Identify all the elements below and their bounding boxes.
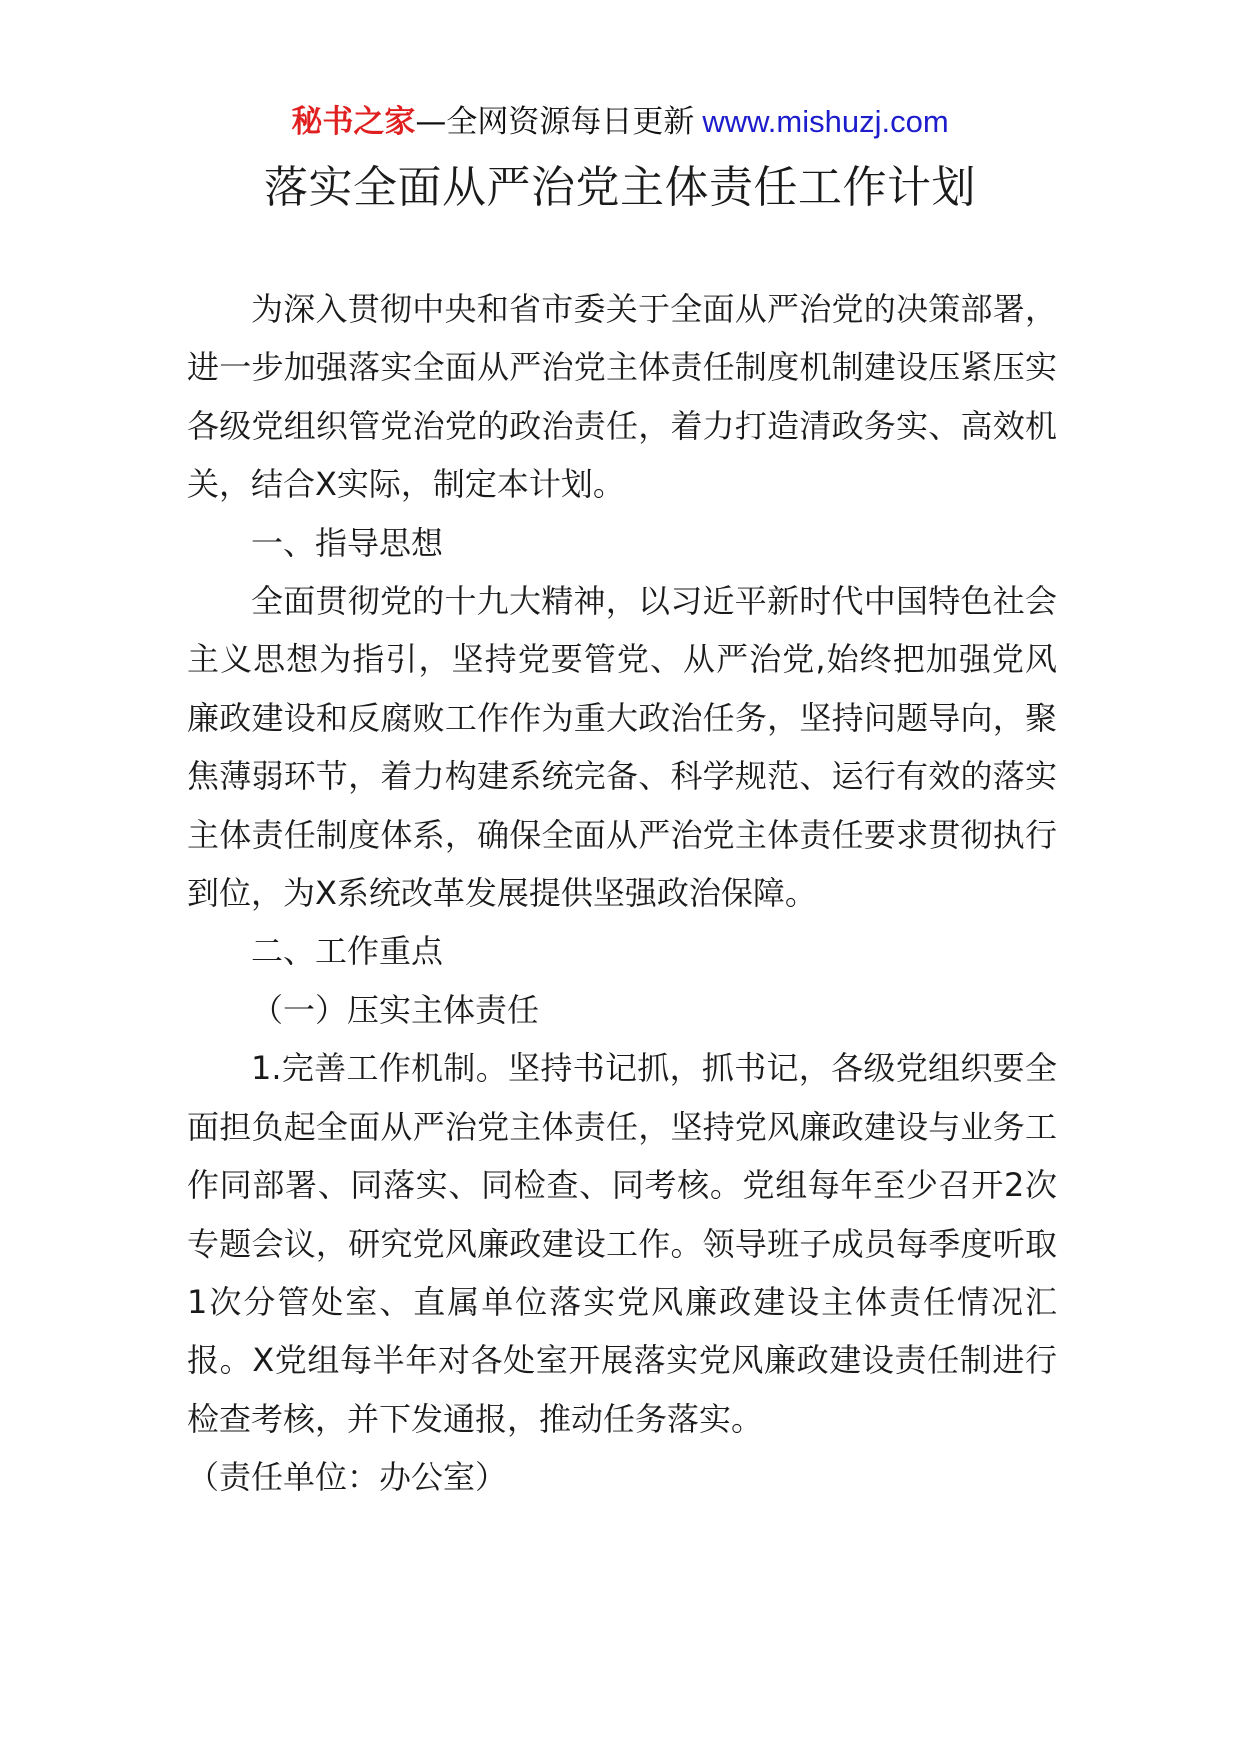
responsible-unit-note: （责任单位：办公室） — [187, 1458, 508, 1497]
brand-name: 秘书之家 — [291, 104, 416, 140]
header-tagline: —全网资源每日更新 — [415, 104, 695, 140]
guiding-ideology-paragraph: 全面贯彻党的十九大精神，以习近平新时代中国特色社会主义思想为指引，坚持党要管党、从严治党,始终把加强党风廉政建设和反腐败工作作为重大政治任务，坚持问题导向，聚焦薄弱环节，着力构建系统完备、科学规范、运行有效的落实主体责任制度体系，确保全面从严治党主体责任要求贯彻执行到位，为X系统改革发展提供坚强政治保障。 — [187, 582, 1057, 913]
work-mechanism-paragraph: 1.完善工作机制。坚持书记抓，抓书记，各级党组织要全面担负起全面从严治党主体责任，坚持党风廉政建设与业务工作同部署、同落实、同检查、同考核。党组每年至少召开2次专题会议，研究党风廉政建设工作。领导班子成员每季度听取1次分管处室、直属单位落实党风廉政建设主体责任情况汇报。X党组每半年对各处室开展落实党风廉政建设责任制进行检查考核，并下发通报，推动任务落实。 — [187, 1049, 1057, 1438]
document-title: 落实全面从严治党主体责任工作计划 — [264, 162, 976, 213]
site-url-link[interactable]: www.mishuzj.com — [702, 104, 949, 139]
subsection-heading-main-responsibility: （一）压实主体责任 — [251, 990, 540, 1029]
intro-paragraph: 为深入贯彻中央和省市委关于全面从严治党的决策部署，进一步加强落实全面从严治党主体责任制度机制建设压紧压实各级党组织管党治党的政治责任，着力打造清政务实、高效机关，结合X实际，制定本计划。 — [187, 290, 1057, 504]
site-header — [0, 100, 1240, 144]
document-body — [187, 280, 1057, 1507]
section-heading-guiding-ideology: 一、指导思想 — [251, 523, 444, 562]
section-heading-work-focus: 二、工作重点 — [251, 932, 444, 971]
